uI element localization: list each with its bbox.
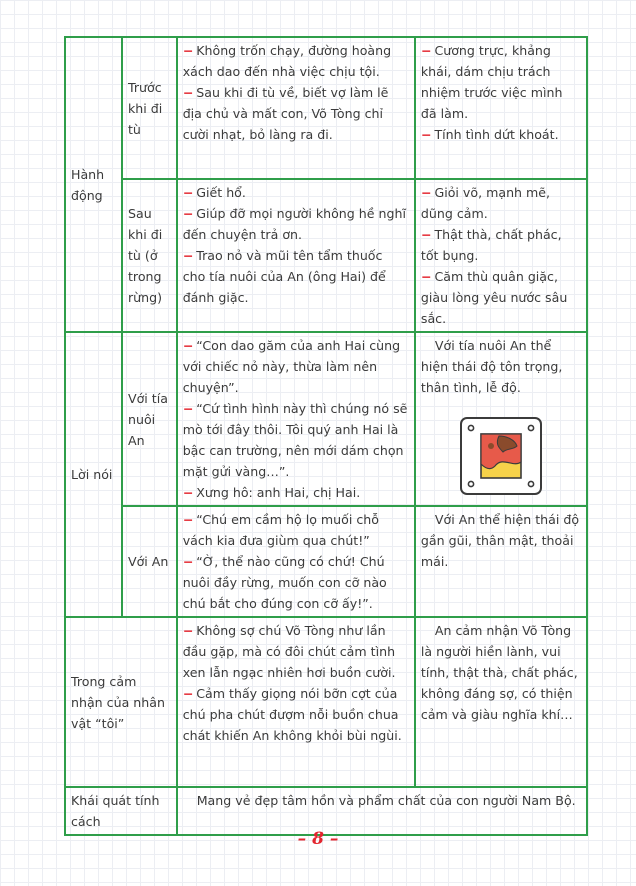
cell-label: Với tía nuôi An — [127, 390, 168, 448]
red-dash-bullet-icon: − — [182, 686, 194, 701]
comment-cell — [415, 617, 587, 787]
row-header-summary — [65, 787, 177, 835]
subrow-header-an — [122, 506, 177, 617]
comment-text: Với An thể hiện thái độ gần gũi, thân mật, thoải mái. — [420, 512, 580, 569]
red-dash-bullet-icon: − — [182, 623, 194, 638]
details-cell — [177, 37, 415, 179]
traits-cell — [415, 37, 587, 179]
row-header-feeling — [65, 617, 177, 787]
row-header-speech — [65, 332, 122, 617]
subrow-header-father — [122, 332, 177, 506]
cell-label: Lời nói — [71, 467, 113, 482]
framed-picture-icon — [455, 410, 547, 502]
summary-cell — [177, 787, 587, 835]
cell-label: Trong cảm nhận của nhân vật “tôi” — [71, 673, 165, 731]
traits-cell — [415, 179, 587, 332]
comment-cell — [415, 332, 587, 506]
cell-label: Với An — [127, 554, 169, 569]
list-item: − Giỏi võ, mạnh mẽ, dũng cảm. — [420, 185, 551, 221]
table-row — [65, 506, 587, 617]
details-cell — [177, 617, 415, 787]
red-dash-bullet-icon: − — [182, 401, 194, 416]
list-item: − Không sợ chú Võ Tòng như lần đầu gặp, mà có đôi chút cảm tình xen lẫn ngạc nhiên hơi buồn cười. — [182, 623, 396, 680]
red-dash-bullet-icon: − — [182, 206, 194, 221]
list-item: − Giúp đỡ mọi người không hề nghĩ đến chuyện trả ơn. — [182, 206, 406, 242]
character-table — [64, 36, 588, 836]
red-dash-bullet-icon: − — [420, 185, 432, 200]
table-row — [65, 179, 587, 332]
details-cell — [177, 179, 415, 332]
table-row — [65, 617, 587, 787]
cell-label: Khái quát tính cách — [71, 793, 160, 829]
page-number: – 8 – — [297, 829, 339, 849]
list-item: − Sau khi đi tù về, biết vợ làm lẽ địa chủ và mất con, Võ Tòng chỉ cười nhạt, bỏ làng ra đi. — [182, 85, 389, 142]
cell-label: Trước khi đi tù — [127, 79, 163, 137]
cell-label: Sau khi đi tù (ở trong rừng) — [127, 206, 163, 305]
list-item: − Tính tình dứt khoát. — [420, 127, 559, 142]
table-row — [65, 37, 587, 179]
red-dash-bullet-icon: − — [182, 338, 194, 353]
subrow-header-before — [122, 37, 177, 179]
list-item: − Giết hổ. — [182, 185, 246, 200]
red-dash-bullet-icon: − — [182, 512, 194, 527]
list-item: − “Chú em cầm hộ lọ muối chỗ vách kia đưa giùm qua chút!” — [182, 512, 379, 548]
list-item: − Cương trực, khảng khái, dám chịu trách nhiệm trước việc mình đã làm. — [420, 43, 563, 121]
details-cell — [177, 332, 415, 506]
red-dash-bullet-icon: − — [182, 485, 194, 500]
red-dash-bullet-icon: − — [420, 43, 432, 58]
table-row — [65, 332, 587, 506]
red-dash-bullet-icon: − — [182, 43, 194, 58]
subrow-header-after — [122, 179, 177, 332]
comment-text: An cảm nhận Võ Tòng là người hiền lành, vui tính, thật thà, chất phác, không đáng sợ, có thiện cảm và giàu nghĩa khí… — [420, 623, 578, 722]
summary-text: Mang vẻ đẹp tâm hồn và phẩm chất của con người Nam Bộ. — [196, 793, 576, 808]
list-item: − Thật thà, chất phác, tốt bụng. — [420, 227, 562, 263]
red-dash-bullet-icon: − — [420, 227, 432, 242]
red-dash-bullet-icon: − — [182, 554, 194, 569]
red-dash-bullet-icon: − — [182, 248, 194, 263]
details-cell — [177, 506, 415, 617]
table-row — [65, 787, 587, 835]
row-header-action — [65, 37, 122, 332]
list-item: − Căm thù quân giặc, giàu lòng yêu nước sâu sắc. — [420, 269, 568, 326]
list-item: − “Con dao găm của anh Hai cùng với chiếc nỏ này, thừa làm nên chuyện”. — [182, 338, 401, 395]
cell-label: Hành động — [71, 166, 105, 203]
list-item: − “Cứ tình hình này thì chúng nó sẽ mò tới đây thôi. Tôi quý anh Hai là bậc can trường, nên mới dám chọn mặt gửi vàng…”. — [182, 401, 408, 479]
comment-text: Với tía nuôi An thể hiện thái độ tôn trọng, thân tình, lễ độ. — [420, 338, 563, 395]
red-dash-bullet-icon: − — [420, 269, 432, 284]
list-item: − “Ờ, thể nào cũng có chứ! Chú nuôi đầy rừng, muốn con cỡ nào chú bắt cho đúng con cỡ ấy!”. — [182, 554, 387, 611]
comment-cell — [415, 506, 587, 617]
red-dash-bullet-icon: − — [420, 127, 432, 142]
list-item: − Xưng hô: anh Hai, chị Hai. — [182, 485, 361, 500]
red-dash-bullet-icon: − — [182, 185, 194, 200]
list-item: − Không trốn chạy, đường hoàng xách dao đến nhà việc chịu tội. — [182, 43, 392, 79]
red-dash-bullet-icon: − — [182, 85, 194, 100]
list-item: − Cảm thấy giọng nói bỡn cợt của chú pha chút đượm nỗi buồn chua chát khiến An không khỏi bùi ngùi. — [182, 686, 402, 743]
list-item: − Trao nỏ và mũi tên tẩm thuốc cho tía nuôi của An (ông Hai) để đánh giặc. — [182, 248, 386, 305]
